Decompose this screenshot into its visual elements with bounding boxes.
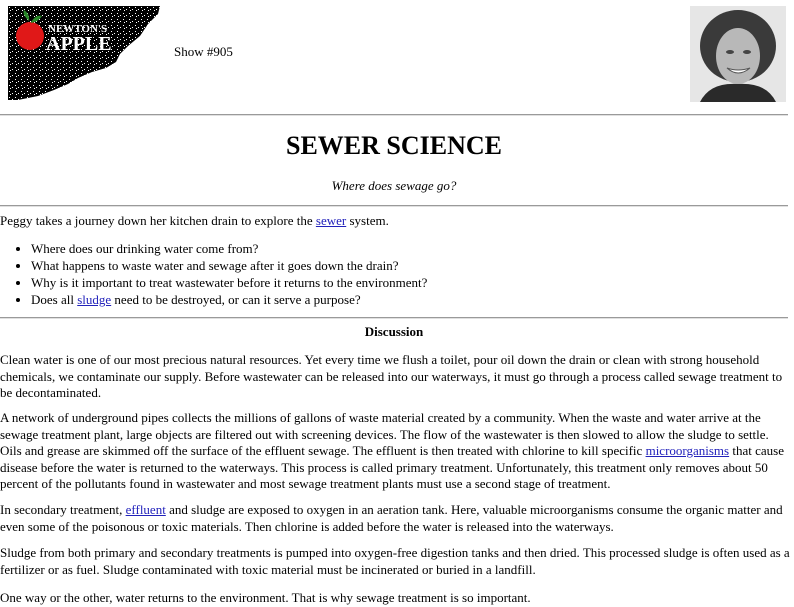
portrait-photo-icon [690, 6, 786, 102]
list-item: • Where does our drinking water come from? [31, 240, 791, 257]
paragraph-text: A network of underground pipes collects the millions of gallons of waste material created by a community. When the waste and water arrive at the sewage treatment plant, large objects are filtered out with screening devices. The flow of the wastewater is then slowed to allow the sludge to settle. Oils and grease are skimmed off the surface of the effluent sewage. The effluent is then treated with chlorine to kill specific [0, 410, 769, 458]
apple-logo-icon [8, 6, 160, 100]
discussion-paragraph-3 [0, 502, 790, 535]
list-item: • Why is it important to treat wastewater before it returns to the environment? [31, 274, 791, 291]
paragraph-text: and sludge are exposed to oxygen in an aeration tank. Here, valuable microorganisms consume the organic matter and even some of the poisonous or toxic materials. Then chlorine is added before the water is released into the waterways. [0, 502, 783, 534]
discussion-paragraph-1: Clean water is one of our most precious natural resources. Yet every time we flush a toilet, pour oil down the drain or clean with strong household chemicals, we contaminate our supply. Before wastewater can be released into our waterways, it must go through a process called sewage treatment to be decontaminated. [0, 352, 783, 400]
page-subtitle: Where does sewage go? [331, 178, 457, 193]
list-item [31, 291, 791, 308]
host-portrait [690, 6, 786, 102]
logo-text-top: NEWTON'S [48, 23, 108, 35]
effluent-link[interactable]: effluent [125, 502, 166, 517]
questions-list [0, 240, 791, 308]
discussion-paragraph-2 [0, 410, 790, 493]
sludge-link[interactable]: sludge [77, 292, 112, 307]
divider [0, 205, 788, 207]
discussion-paragraph-5: One way or the other, water returns to the environment. That is why sewage treatment is so important. [0, 590, 531, 605]
microorganisms-link[interactable]: microorganisms [645, 443, 730, 458]
logo-text-bottom: APPLE [46, 33, 112, 55]
intro-text: Peggy takes a journey down her kitchen drain to explore the [0, 213, 316, 228]
page-title: SEWER SCIENCE [285, 131, 502, 160]
show-number: Show #905 [174, 44, 233, 59]
question-text: need to be destroyed, or can it serve a purpose? [111, 292, 361, 307]
discussion-heading: Discussion [364, 324, 424, 339]
divider [0, 114, 788, 116]
sewer-link[interactable]: sewer [315, 213, 347, 228]
paragraph-text: that cause disease before the water is returned to the waterways. This process is called primary treatment. Unfortunately, this treatment only removes about 50 percent of the pollutants found in wastewater and most sewage treatment plants must use a second stage of treatment. [0, 443, 784, 491]
intro-paragraph [0, 213, 790, 229]
list-item: • What happens to waste water and sewage after it goes down the drain? [31, 257, 791, 274]
page-header [0, 0, 794, 106]
intro-text: system. [346, 213, 389, 228]
divider [0, 317, 788, 319]
newtons-apple-logo[interactable] [8, 6, 160, 100]
paragraph-text: In secondary treatment, [0, 502, 126, 517]
discussion-paragraph-4: Sludge from both primary and secondary treatments is pumped into oxygen-free digestion tanks and then dried. This processed sludge is often used as a fertilizer or as fuel. Sludge contaminated with toxic material must be incinerated or buried in a landfill. [0, 545, 790, 577]
question-text: Does all [31, 292, 78, 307]
